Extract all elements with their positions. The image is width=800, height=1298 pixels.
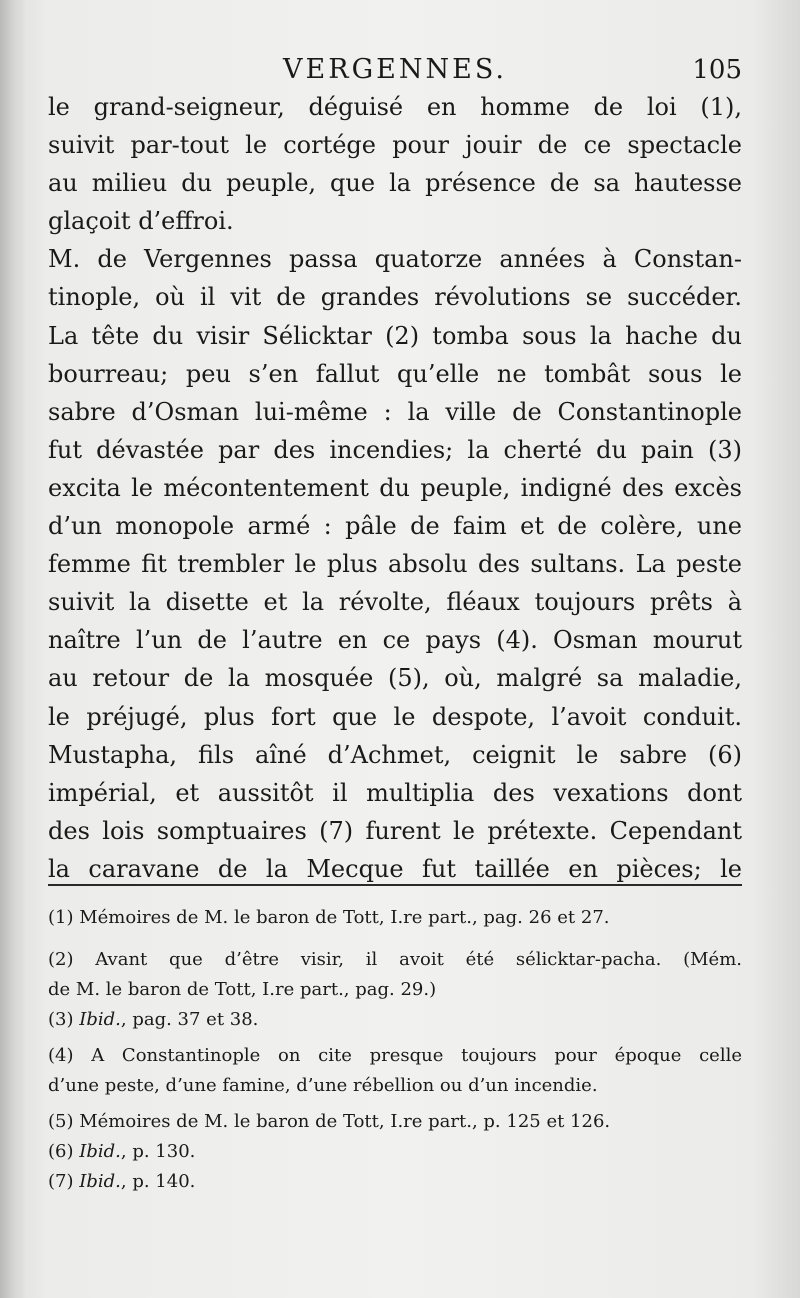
footnote-3-text: , pag. 37 et 38. xyxy=(120,1009,259,1030)
text-line: suivit par-tout le cortége pour jouir de ce spectacle xyxy=(48,131,742,160)
footnote-6-marker: (6) xyxy=(48,1141,74,1162)
text-line: femme fit trembler le plus absolu des sultans. La peste xyxy=(48,550,742,579)
text-line: excita le mécontentement du peuple, indigné des excès xyxy=(48,473,742,502)
footnote-6-text: , p. 130. xyxy=(120,1141,196,1162)
text-line: des lois somptuaires (7) furent le prétexte. Cependant xyxy=(48,816,742,845)
footnote-5: (5) Mémoires de M. le baron de Tott, I.re part., p. 125 et 126. xyxy=(48,1111,611,1132)
text-line: naître l’un de l’autre en ce pays (4). Osman mourut xyxy=(48,626,742,655)
text-line: fut dévastée par des incendies; la cherté du pain (3) xyxy=(48,435,742,464)
footnote-2: (2) Avant que d’être visir, il avoit été sélicktar-pacha. (Mém. xyxy=(48,949,742,970)
footnotes xyxy=(48,903,742,1197)
text-line: glaçoit d’effroi. xyxy=(48,207,234,236)
page-number: 105 xyxy=(692,55,742,85)
footnote-7-ibid: Ibid. xyxy=(79,1171,121,1192)
text-line: au retour de la mosquée (5), où, malgré sa maladie, xyxy=(48,664,742,693)
text-line: M. de Vergennes passa quatorze années à Constan- xyxy=(48,245,742,274)
footnote-6-ibid: Ibid. xyxy=(79,1141,121,1162)
text-line: la caravane de la Mecque fut taillée en pièces; le xyxy=(48,854,742,883)
spine-shadow xyxy=(0,0,26,1298)
text-line: d’un monopole armé : pâle de faim et de colère, une xyxy=(48,512,742,541)
running-title: VERGENNES. xyxy=(283,54,507,85)
footnote-2-cont: de M. le baron de Tott, I.re part., pag. 29.) xyxy=(48,979,437,1000)
footnote-3-marker: (3) xyxy=(48,1009,74,1030)
text-line: au milieu du peuple, que la présence de sa hautesse xyxy=(48,169,742,198)
footnote-rule xyxy=(48,884,742,886)
text-line: sabre d’Osman lui-même : la ville de Constantinople xyxy=(48,397,742,426)
footnote-3-ibid: Ibid. xyxy=(79,1009,121,1030)
text-line: le préjugé, plus fort que le despote, l’avoit conduit. xyxy=(48,702,742,731)
text-line: Mustapha, fils aîné d’Achmet, ceignit le sabre (6) xyxy=(48,740,742,769)
footnote-7-text: , p. 140. xyxy=(120,1171,196,1192)
footnote-7 xyxy=(48,1167,742,1197)
text-line: le grand-seigneur, déguisé en homme de loi (1), xyxy=(48,93,742,121)
text-line: impérial, et aussitôt il multiplia des vexations dont xyxy=(48,778,742,807)
footnote-7-marker: (7) xyxy=(48,1171,74,1192)
footnote-6 xyxy=(48,1137,742,1167)
footnote-4-cont: d’une peste, d’une famine, d’une rébellion ou d’un incendie. xyxy=(48,1075,598,1096)
text-line: tinople, où il vit de grandes révolutions se succéder. xyxy=(48,283,742,312)
footnote-1: (1) Mémoires de M. le baron de Tott, I.re part., pag. 26 et 27. xyxy=(48,907,610,928)
text-line: bourreau; peu s’en fallut qu’elle ne tombât sous le xyxy=(48,359,742,388)
footnote-3 xyxy=(48,1005,742,1035)
footnote-4: (4) A Constantinople on cite presque toujours pour époque celle xyxy=(48,1045,742,1066)
text-line: La tête du visir Sélicktar (2) tomba sous la hache du xyxy=(48,321,742,350)
body-text xyxy=(48,88,742,888)
text-line: suivit la disette et la révolte, fléaux toujours prêts à xyxy=(48,588,742,617)
